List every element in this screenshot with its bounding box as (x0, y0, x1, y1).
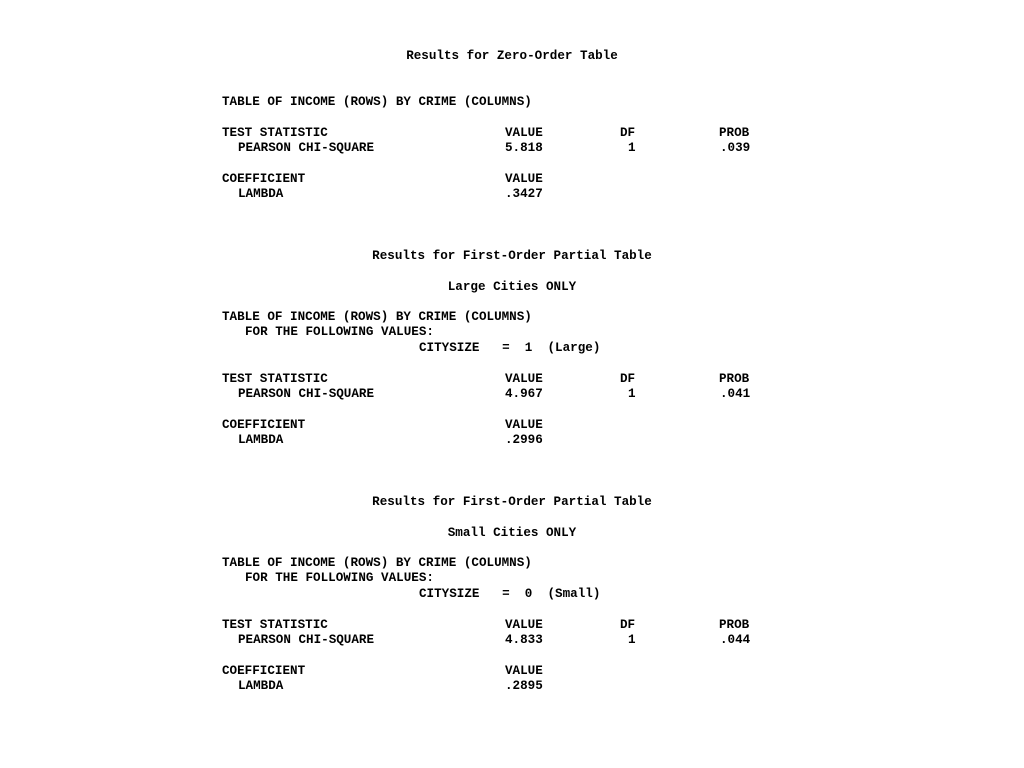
stat-header-name: TEST STATISTIC (222, 126, 328, 140)
coef-row-name: LAMBDA (238, 433, 284, 447)
coef-header-value: VALUE (505, 664, 543, 678)
following-values-label: FOR THE FOLLOWING VALUES: (245, 571, 434, 585)
table-heading: TABLE OF INCOME (ROWS) BY CRIME (COLUMNS) (222, 95, 532, 109)
stat-row-df: 1 (628, 633, 636, 647)
coef-header-name: COEFFICIENT (222, 664, 306, 678)
section-subtitle: Large Cities ONLY (447, 280, 577, 294)
table-heading: TABLE OF INCOME (ROWS) BY CRIME (COLUMNS) (222, 310, 532, 324)
coef-row-value: .2996 (505, 433, 543, 447)
stat-header-name: TEST STATISTIC (222, 372, 328, 386)
section-subtitle: Small Cities ONLY (447, 526, 577, 540)
stat-header-value: VALUE (505, 126, 543, 140)
control-variable: CITYSIZE = 1 (Large) (419, 341, 601, 355)
stat-row-df: 1 (628, 387, 636, 401)
section-title: Results for Zero-Order Table (406, 49, 618, 63)
stat-header-prob: PROB (719, 126, 750, 140)
section-title: Results for First-Order Partial Table (372, 249, 652, 263)
following-values-label: FOR THE FOLLOWING VALUES: (245, 325, 434, 339)
stat-row-name: PEARSON CHI-SQUARE (238, 633, 375, 647)
stat-row-prob: .039 (720, 141, 751, 155)
stat-header-df: DF (620, 126, 636, 140)
coef-header-value: VALUE (505, 418, 543, 432)
coef-header-name: COEFFICIENT (222, 172, 306, 186)
stat-row-prob: .041 (720, 387, 751, 401)
stat-row-prob: .044 (720, 633, 751, 647)
table-heading: TABLE OF INCOME (ROWS) BY CRIME (COLUMNS) (222, 556, 532, 570)
stat-row-value: 4.967 (505, 387, 543, 401)
stat-header-prob: PROB (719, 618, 750, 632)
section-title: Results for First-Order Partial Table (372, 495, 652, 509)
stat-row-name: PEARSON CHI-SQUARE (238, 387, 375, 401)
stat-header-df: DF (620, 618, 636, 632)
stat-row-value: 4.833 (505, 633, 543, 647)
stat-header-name: TEST STATISTIC (222, 618, 328, 632)
stat-row-name: PEARSON CHI-SQUARE (238, 141, 375, 155)
stat-row-value: 5.818 (505, 141, 543, 155)
stat-header-value: VALUE (505, 618, 543, 632)
control-variable: CITYSIZE = 0 (Small) (419, 587, 601, 601)
stat-header-value: VALUE (505, 372, 543, 386)
stat-header-df: DF (620, 372, 636, 386)
coef-row-value: .3427 (505, 187, 543, 201)
coef-row-value: .2895 (505, 679, 543, 693)
coef-row-name: LAMBDA (238, 187, 284, 201)
coef-header-name: COEFFICIENT (222, 418, 306, 432)
coef-row-name: LAMBDA (238, 679, 284, 693)
stat-row-df: 1 (628, 141, 636, 155)
coef-header-value: VALUE (505, 172, 543, 186)
stat-header-prob: PROB (719, 372, 750, 386)
